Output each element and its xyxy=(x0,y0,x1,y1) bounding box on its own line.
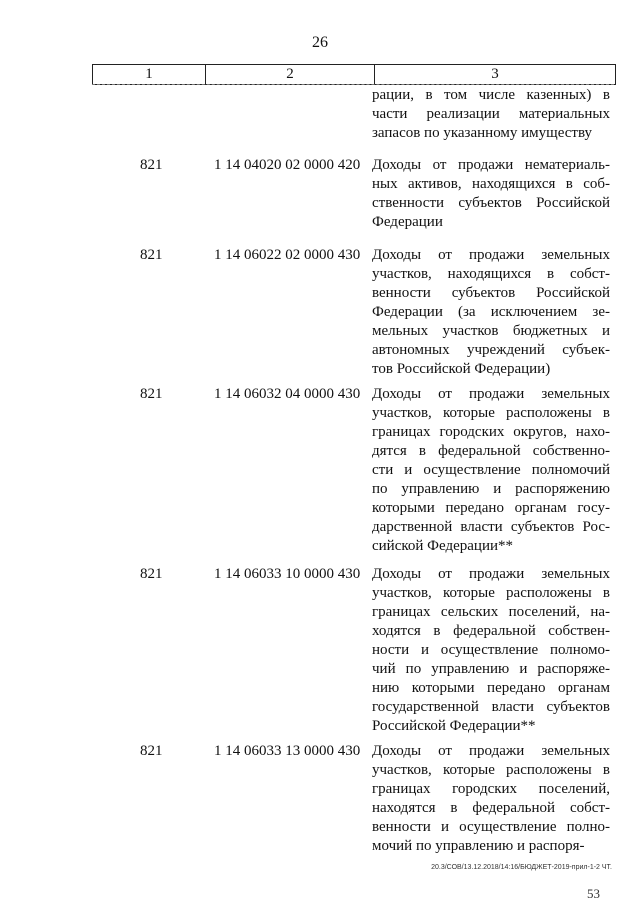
description-line: Российской Федерации** xyxy=(372,718,536,734)
description-line: Доходы от продажи нематериаль- xyxy=(372,157,610,173)
income-description xyxy=(372,156,610,232)
description-line: мельных участков бюджетных и xyxy=(372,323,610,339)
header-divider xyxy=(92,84,614,85)
description-line: участков, которые расположены в xyxy=(372,762,610,778)
page-number: 26 xyxy=(312,34,328,51)
description-line: государственной власти субъектов xyxy=(372,699,610,715)
budget-classification-code: 1 14 04020 02 0000 420 xyxy=(214,157,361,173)
description-line: Доходы от продажи земельных xyxy=(372,743,610,759)
footer-note: 20.3/СОВ/13.12.2018/14:16/БЮДЖЕТ-2019-прил-1-2 ЧТ. xyxy=(431,864,612,871)
income-description xyxy=(372,246,610,379)
description-line: находятся в федеральной собст- xyxy=(372,800,610,816)
description-line: участков, которые расположены в xyxy=(372,585,610,601)
description-line: ственности субъектов Российской xyxy=(372,195,610,211)
description-line: тов Российской Федерации) xyxy=(372,361,551,377)
income-description xyxy=(372,742,610,856)
description-line: границах сельских поселений, на- xyxy=(372,604,610,620)
description-line: мочий по управлению и распоря- xyxy=(372,838,585,854)
description-line: ных активов, находящихся в соб- xyxy=(372,176,610,192)
description-line: сти и осуществление полномочий xyxy=(372,462,610,478)
description-line: чий по управлению и распоряже- xyxy=(372,661,610,677)
description-line: участков, находящихся в собст- xyxy=(372,266,610,282)
description-line: нию которыми передано органам xyxy=(372,680,610,696)
budget-classification-code: 1 14 06033 10 0000 430 xyxy=(214,566,361,582)
table-header xyxy=(92,64,616,85)
column-header-1: 1 xyxy=(93,65,206,84)
description-line: по управлению и распоряжению xyxy=(372,481,610,497)
description-line: сийской Федерации** xyxy=(372,538,514,554)
description-line: границах городских поселений, xyxy=(372,781,610,797)
income-description xyxy=(372,385,610,556)
description-line: участков, которые расположены в xyxy=(372,405,610,421)
description-line: Федерации xyxy=(372,214,443,230)
description-line: ности и осуществление полномо- xyxy=(372,642,610,658)
description-line: которыми передано органам госу- xyxy=(372,500,610,516)
description-line: венности субъектов Российской xyxy=(372,285,610,301)
corner-page-number: 53 xyxy=(587,886,600,901)
column-header-2: 2 xyxy=(206,65,375,84)
description-line: дарственной власти субъектов Рос- xyxy=(372,519,610,535)
description-line: границах городских округов, нахо- xyxy=(372,424,610,440)
admin-code: 821 xyxy=(140,743,163,759)
continuation-line: части реализации материальных xyxy=(372,106,610,122)
admin-code: 821 xyxy=(140,386,163,402)
description-line: автономных учреждений субъек- xyxy=(372,342,610,358)
admin-code: 821 xyxy=(140,566,163,582)
description-line: венности и осуществление полно- xyxy=(372,819,610,835)
budget-classification-code: 1 14 06033 13 0000 430 xyxy=(214,743,361,759)
description-line: ходятся в федеральной собствен- xyxy=(372,623,610,639)
description-line: Федерации (за исключением зе- xyxy=(372,304,610,320)
income-description xyxy=(372,565,610,736)
admin-code: 821 xyxy=(140,157,163,173)
continuation-text xyxy=(372,86,610,143)
budget-classification-code: 1 14 06032 04 0000 430 xyxy=(214,386,361,402)
description-line: Доходы от продажи земельных xyxy=(372,566,610,582)
continuation-line: запасов по указанному имуществу xyxy=(372,125,593,141)
description-line: Доходы от продажи земельных xyxy=(372,247,610,263)
continuation-line: рации, в том числе казенных) в xyxy=(372,87,610,103)
admin-code: 821 xyxy=(140,247,163,263)
description-line: дятся в федеральной собственно- xyxy=(372,443,610,459)
column-header-3: 3 xyxy=(491,66,499,82)
budget-classification-code: 1 14 06022 02 0000 430 xyxy=(214,247,361,263)
description-line: Доходы от продажи земельных xyxy=(372,386,610,402)
